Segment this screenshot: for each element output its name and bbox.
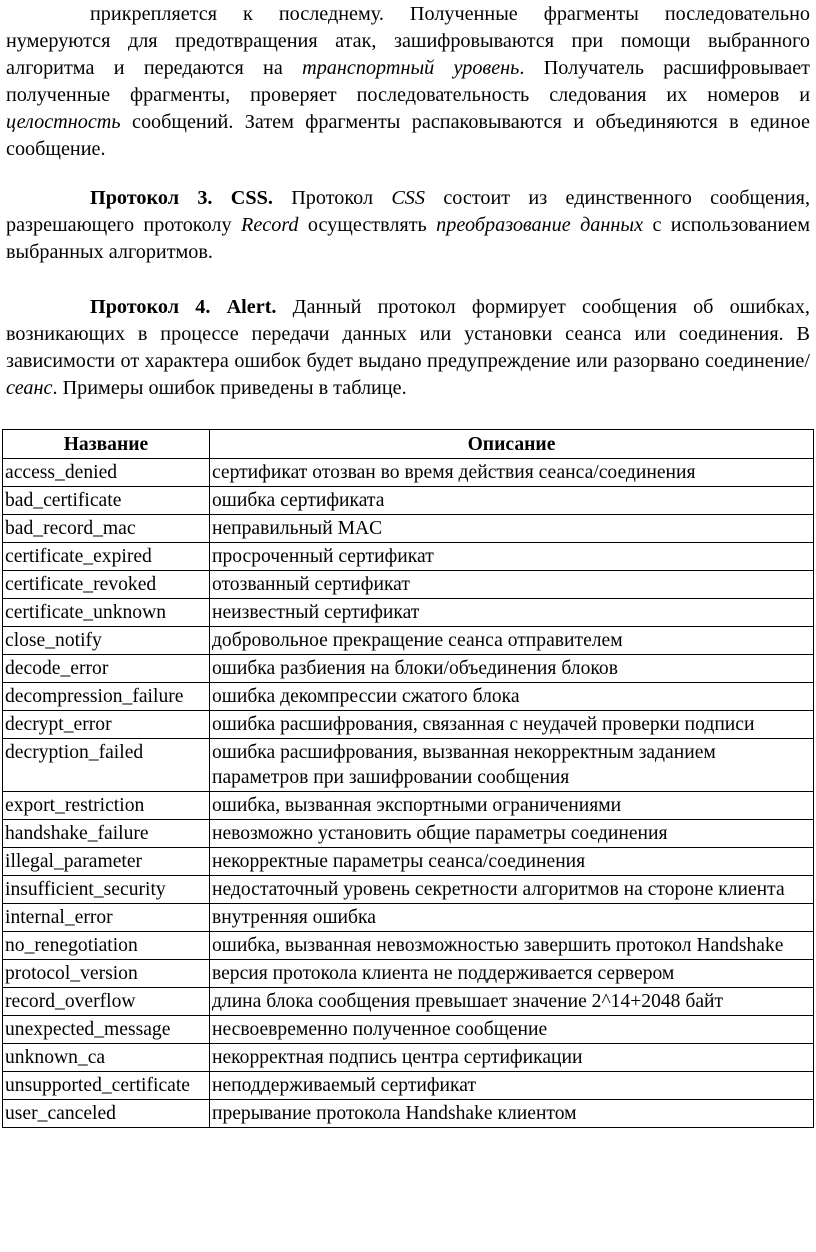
table-row xyxy=(3,1100,814,1128)
error-name-cell: illegal_parameter xyxy=(3,848,210,876)
table-row xyxy=(3,960,814,988)
error-description-cell: ошибка расшифрования, связанная с неудачей проверки подписи xyxy=(209,711,813,739)
paragraph-text: состоит из единственного сообщения, разрешающего протоколу xyxy=(6,187,810,236)
table-row xyxy=(3,459,814,487)
emphasis-term: CSS xyxy=(391,187,425,209)
section-heading: Протокол 4. Alert. xyxy=(90,296,277,318)
error-name-cell: internal_error xyxy=(3,904,210,932)
table-row xyxy=(3,711,814,739)
error-name-cell: decompression_failure xyxy=(3,683,210,711)
table-row xyxy=(3,543,814,571)
table-row xyxy=(3,904,814,932)
paragraph-fragments xyxy=(6,1,810,163)
error-description-cell: неподдерживаемый сертификат xyxy=(209,1072,813,1100)
error-description-cell: неизвестный сертификат xyxy=(209,599,813,627)
table-row xyxy=(3,487,814,515)
error-description-cell: недостаточный уровень секретности алгоритмов на стороне клиента xyxy=(209,876,813,904)
error-description-cell: неправильный MAC xyxy=(209,515,813,543)
error-description-cell: ошибка декомпрессии сжатого блока xyxy=(209,683,813,711)
error-description-cell: ошибка, вызванная невозможностью завершить протокол Handshake xyxy=(209,932,813,960)
paragraph-text: осуществлять xyxy=(298,214,437,236)
table-row xyxy=(3,820,814,848)
table-row xyxy=(3,988,814,1016)
column-header-name: Название xyxy=(3,430,210,459)
table-row xyxy=(3,571,814,599)
paragraph-text: . Примеры ошибок приведены в таблице. xyxy=(52,377,407,399)
section-heading: Протокол 3. CSS. xyxy=(90,187,273,209)
alert-errors-table xyxy=(2,429,814,1128)
table-row xyxy=(3,1072,814,1100)
paragraph-text: сообщений. Затем фрагменты распаковываются и объединяются в единое сообщение. xyxy=(6,111,810,160)
emphasis-term: сеанс xyxy=(6,377,53,399)
error-description-cell: некорректная подпись центра сертификации xyxy=(209,1044,813,1072)
error-description-cell: ошибка сертификата xyxy=(209,487,813,515)
error-name-cell: user_canceled xyxy=(3,1100,210,1128)
error-description-cell: просроченный сертификат xyxy=(209,543,813,571)
paragraph-protocol-css xyxy=(6,185,810,266)
error-description-cell: ошибка, вызванная экспортными ограничениями xyxy=(209,792,813,820)
error-name-cell: decrypt_error xyxy=(3,711,210,739)
error-description-cell: некорректные параметры сеанса/соединения xyxy=(209,848,813,876)
table-row xyxy=(3,515,814,543)
error-name-cell: insufficient_security xyxy=(3,876,210,904)
error-name-cell: access_denied xyxy=(3,459,210,487)
error-name-cell: unexpected_message xyxy=(3,1016,210,1044)
error-name-cell: unknown_ca xyxy=(3,1044,210,1072)
table-header-row xyxy=(3,430,814,459)
error-name-cell: bad_certificate xyxy=(3,487,210,515)
emphasis-term: Record xyxy=(240,214,299,236)
error-description-cell: невозможно установить общие параметры соединения xyxy=(209,820,813,848)
paragraph-text: с использованием выбранных алгоритмов. xyxy=(6,214,810,263)
error-description-cell: сертификат отозван во время действия сеанса/соединения xyxy=(209,459,813,487)
table-row xyxy=(3,848,814,876)
table-row xyxy=(3,599,814,627)
error-description-cell: внутренняя ошибка xyxy=(209,904,813,932)
error-description-cell: длина блока сообщения превышает значение 2^14+2048 байт xyxy=(209,988,813,1016)
table-row xyxy=(3,876,814,904)
table-row xyxy=(3,932,814,960)
error-name-cell: record_overflow xyxy=(3,988,210,1016)
column-header-description: Описание xyxy=(209,430,813,459)
table-body xyxy=(3,459,814,1128)
error-name-cell: certificate_unknown xyxy=(3,599,210,627)
table-row xyxy=(3,792,814,820)
emphasis-term: целостность xyxy=(6,111,121,133)
table-row xyxy=(3,683,814,711)
error-name-cell: no_renegotiation xyxy=(3,932,210,960)
error-name-cell: certificate_expired xyxy=(3,543,210,571)
paragraph-text: прикрепляется к последнему. Полученные фрагменты последовательно нумеруются для предотвращения атак, зашифровываются при помощи выбранного алгоритма и передаются на xyxy=(6,3,810,79)
error-description-cell: отозванный сертификат xyxy=(209,571,813,599)
error-name-cell: certificate_revoked xyxy=(3,571,210,599)
error-name-cell: close_notify xyxy=(3,627,210,655)
paragraph-text: . Получатель расшифровывает полученные фрагменты, проверяет последовательность следования их номеров и xyxy=(6,57,810,106)
error-description-cell: ошибка разбиения на блоки/объединения блоков xyxy=(209,655,813,683)
error-description-cell: ошибка расшифрования, вызванная некорректным заданием параметров при зашифровании сообщения xyxy=(209,739,813,792)
paragraph-protocol-alert xyxy=(6,294,810,402)
error-name-cell: bad_record_mac xyxy=(3,515,210,543)
error-description-cell: версия протокола клиента не поддерживается сервером xyxy=(209,960,813,988)
error-name-cell: protocol_version xyxy=(3,960,210,988)
error-description-cell: добровольное прекращение сеанса отправителем xyxy=(209,627,813,655)
error-name-cell: export_restriction xyxy=(3,792,210,820)
emphasis-term: транспортный уровень xyxy=(302,57,520,79)
table-row xyxy=(3,655,814,683)
paragraph-text: Протокол xyxy=(272,187,392,209)
error-name-cell: unsupported_certificate xyxy=(3,1072,210,1100)
paragraph-text: Данный протокол формирует сообщения об ошибках, возникающих в процессе передачи данных или установки сеанса или соединения. В зависимости от характера ошибок будет выдано предупреждение или разорвано соединение/ xyxy=(6,296,810,372)
table-row xyxy=(3,739,814,792)
error-name-cell: handshake_failure xyxy=(3,820,210,848)
error-description-cell: прерывание протокола Handshake клиентом xyxy=(209,1100,813,1128)
table-row xyxy=(3,627,814,655)
error-name-cell: decode_error xyxy=(3,655,210,683)
table-row xyxy=(3,1016,814,1044)
emphasis-term: преобразование данных xyxy=(436,214,644,236)
error-name-cell: decryption_failed xyxy=(3,739,210,792)
table-row xyxy=(3,1044,814,1072)
error-description-cell: несвоевременно полученное сообщение xyxy=(209,1016,813,1044)
